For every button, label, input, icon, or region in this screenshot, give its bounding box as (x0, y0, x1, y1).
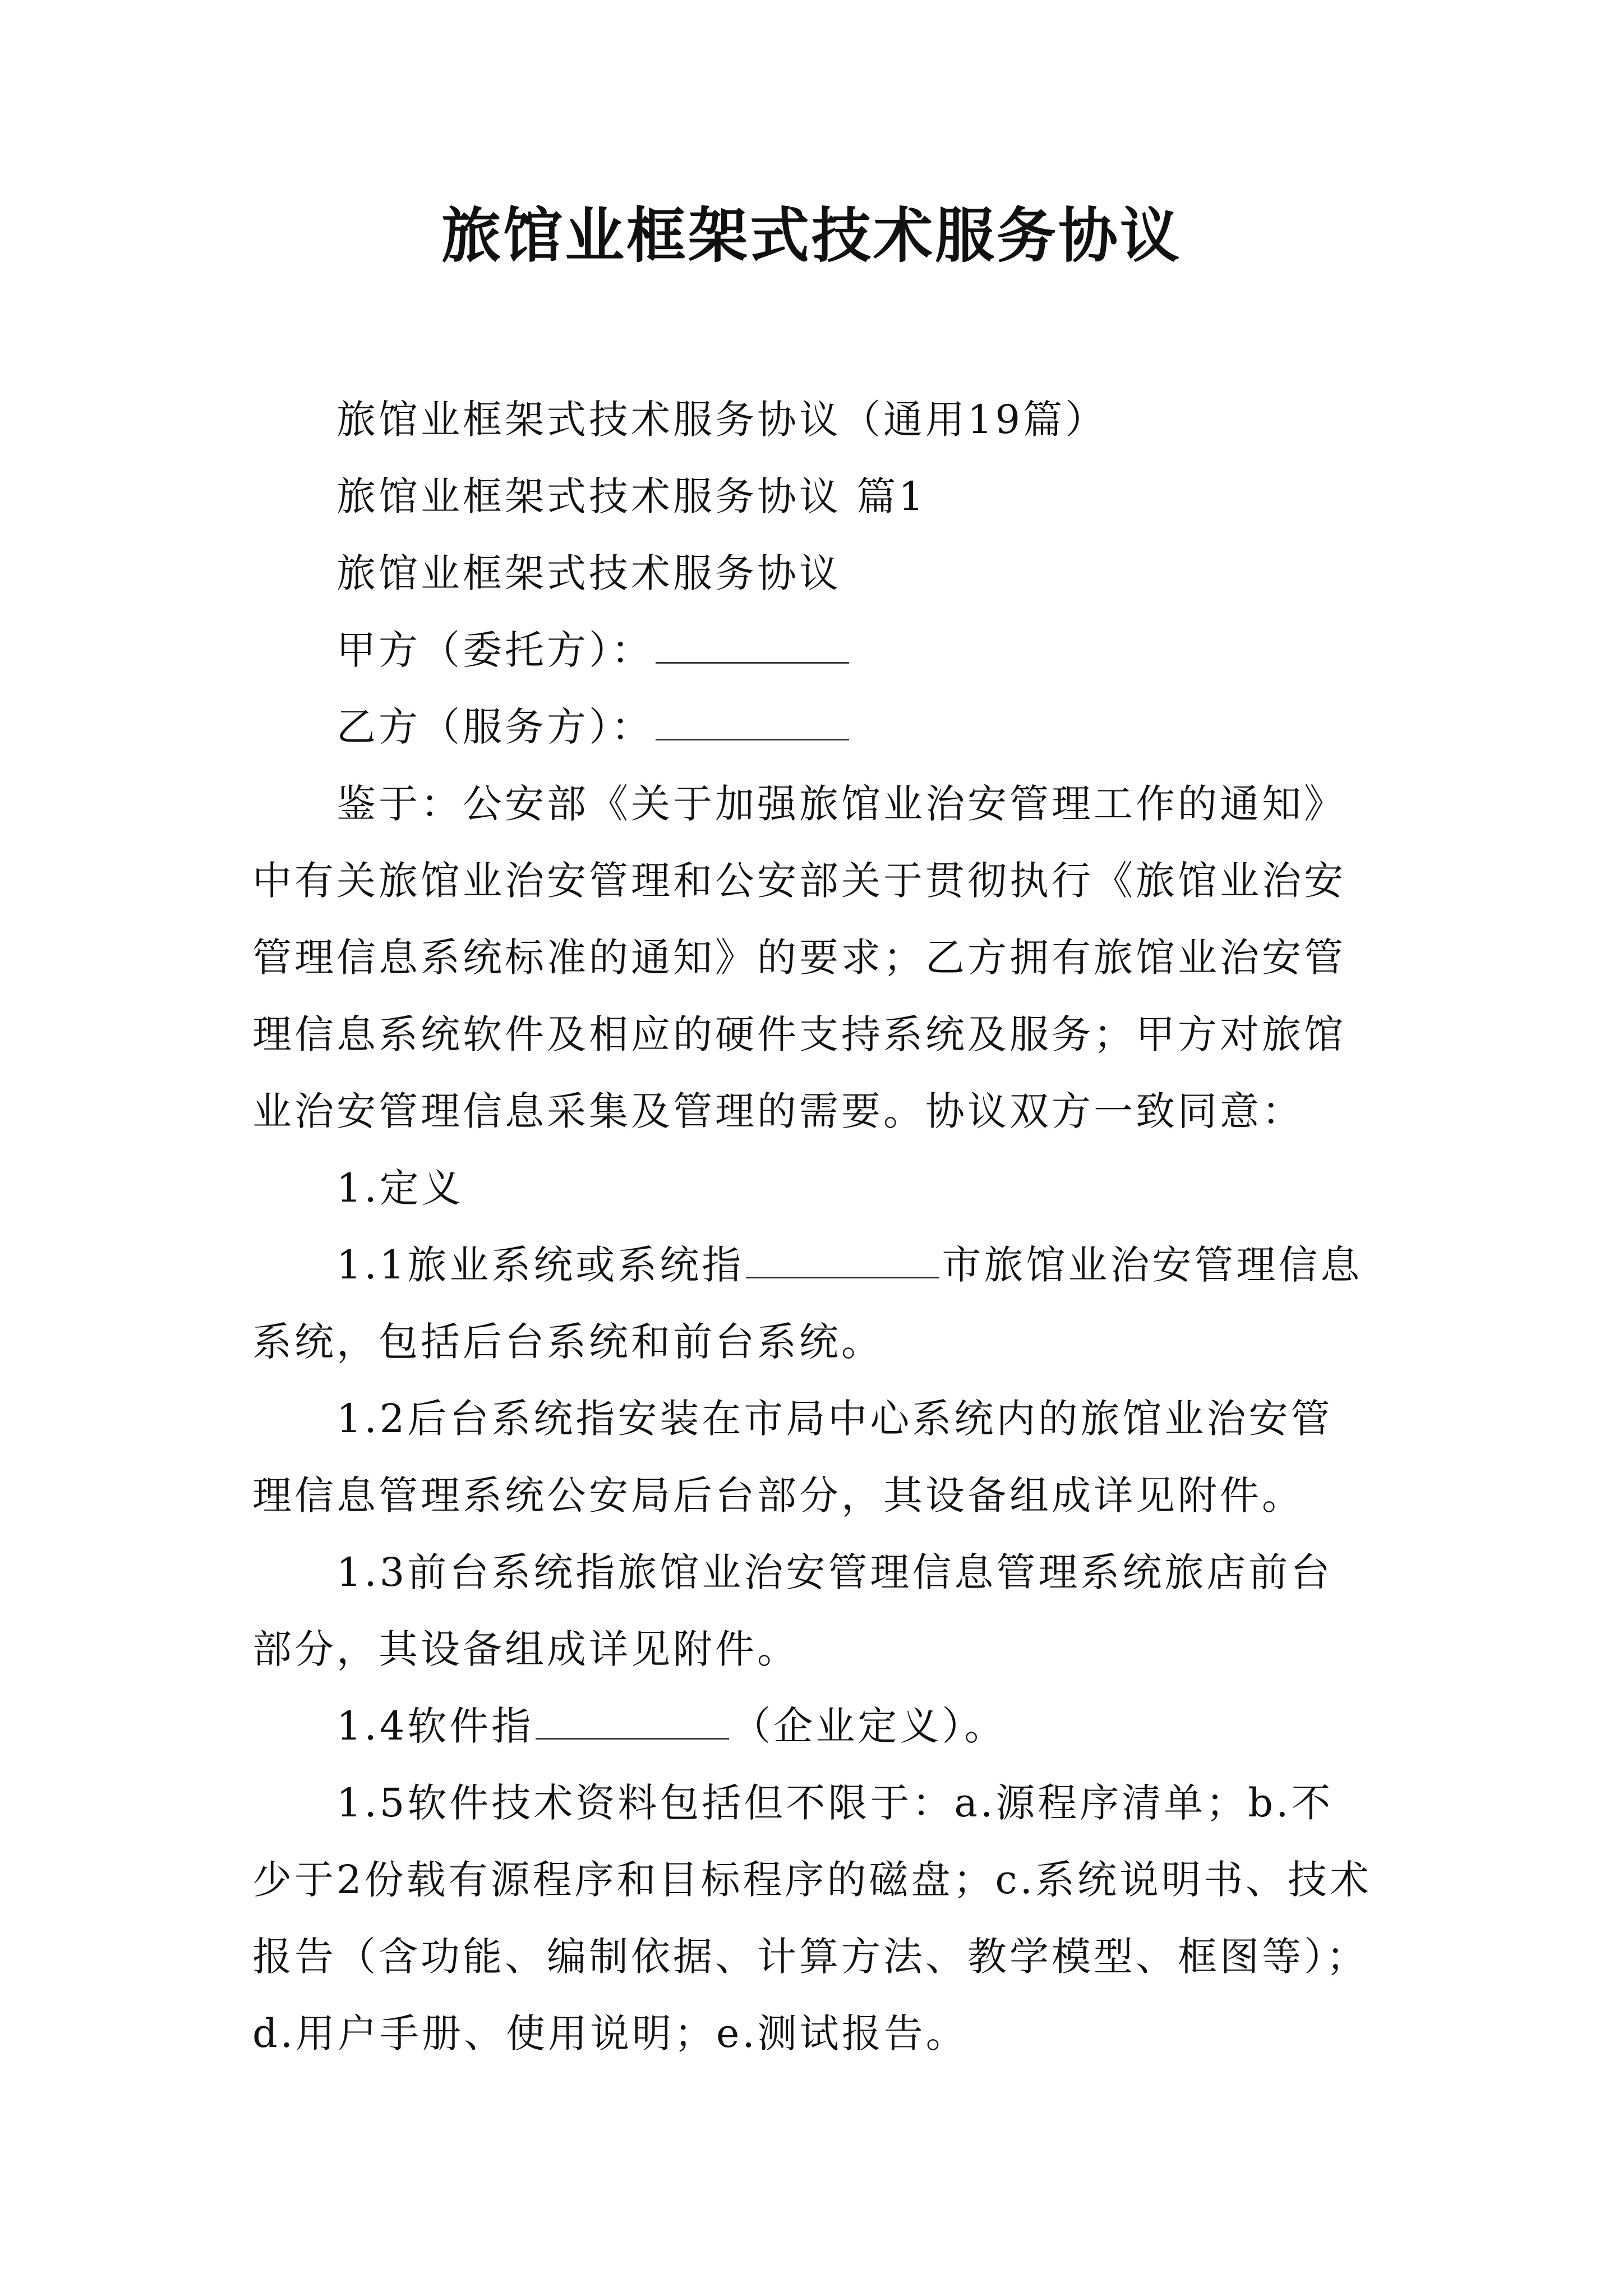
party-b-label: 乙方（服务方）： (336, 704, 653, 750)
whereas-paragraph: 鉴于：公安部《关于加强旅馆业治安管理工作的通知》中有关旅馆业治安管理和公安部关于贯彻执行《旅馆业治安管理信息系统标准的通知》的要求；乙方拥有旅馆业治安管理信息系统软件及相应的硬件支持系统及服务；甲方对旅馆业治安管理信息采集及管理的需要。协议双方一致同意： (252, 781, 1346, 1134)
party-a-line (252, 612, 1374, 689)
clause-1-1-blank (746, 1243, 939, 1278)
document-title: 旅馆业框架式技术服务协议 (441, 200, 1182, 270)
clause-1-4 (252, 1688, 1374, 1765)
party-a-label: 甲方（委托方）： (336, 627, 653, 673)
party-b-blank (656, 705, 849, 740)
clause-1-4-start: 1.4软件指 (336, 1703, 534, 1749)
document-body (252, 381, 1374, 2072)
section-heading: 1.定义 (336, 1165, 464, 1211)
party-b-line (252, 689, 1374, 766)
clause-1-1-end: 市旅馆业治安管理信息系统，包括后台系统和前台系统。 (252, 1242, 1363, 1365)
doc-name-line: 旅馆业框架式技术服务协议 (336, 550, 841, 596)
party-a-blank (656, 628, 849, 664)
clause-1-3: 1.3前台系统指旅馆业治安管理信息管理系统旅店前台部分，其设备组成详见附件。 (252, 1549, 1333, 1672)
clause-1-5: 1.5软件技术资料包括但不限于：a.源程序清单；b.不少于2份载有源程序和目标程序的磁盘；c.系统说明书、技术报告（含功能、编制依据、计算方法、教学模型、框图等）；d.用户手册、使用说明；e.测试报告。 (252, 1780, 1372, 2056)
clause-1-4-blank (536, 1704, 729, 1740)
clause-1-2: 1.2后台系统指安装在市局中心系统内的旅馆业治安管理信息管理系统公安局后台部分，其设备组成详见附件。 (252, 1396, 1333, 1519)
part-heading: 旅馆业框架式技术服务协议 篇1 (336, 473, 926, 519)
clause-1-1 (252, 1227, 1374, 1381)
clause-1-4-end: （企业定义）。 (731, 1703, 1007, 1749)
subtitle-line: 旅馆业框架式技术服务协议（通用19篇） (336, 397, 1108, 443)
clause-1-1-start: 1.1旅业系统或系统指 (336, 1242, 744, 1288)
